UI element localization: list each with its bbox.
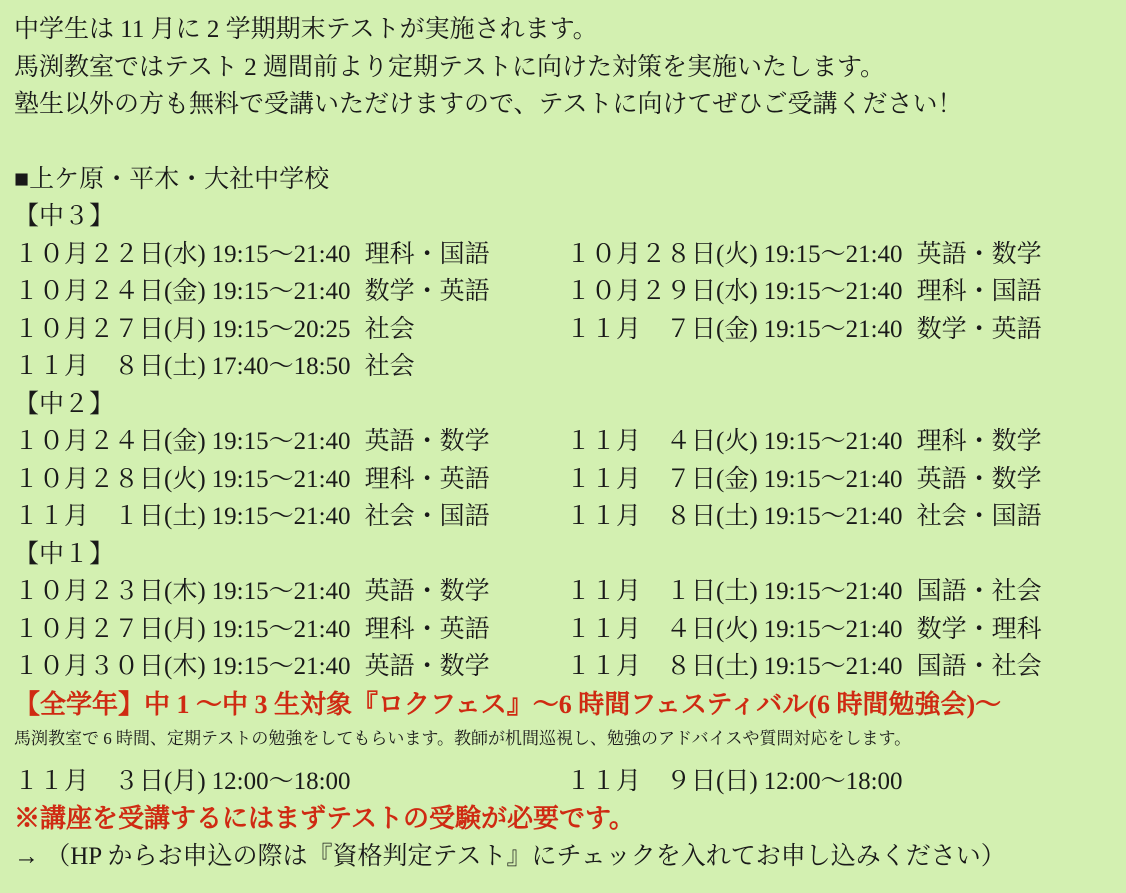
schedule-subjects: 英語・数学 xyxy=(916,465,1042,493)
schedule-time: 19:15～21:40 xyxy=(763,615,903,643)
festival-dates-row xyxy=(14,763,1118,801)
schedule-cell-left xyxy=(14,273,566,311)
schedule-cell-left xyxy=(14,236,566,274)
schedule-row xyxy=(14,423,1118,461)
schedule-cell-right xyxy=(566,236,1118,274)
schedule-time: 19:15～21:40 xyxy=(211,278,351,305)
schedule-date: １０月２３日(木) xyxy=(14,578,206,605)
schedule-date: １０月２７日(月) xyxy=(14,615,206,643)
schedule-time: 19:15～20:25 xyxy=(211,315,351,343)
schedule-cell-left xyxy=(14,461,566,499)
festival-time: 12:00～18:00 xyxy=(763,767,903,795)
schedule-time: 19:15～21:40 xyxy=(211,653,351,680)
festival-date: １１月 ３日(月) xyxy=(14,767,206,795)
schedule-subjects: 数学・英語 xyxy=(916,315,1042,343)
schedule-time: 19:15～21:40 xyxy=(763,465,903,493)
schedule-cell-right xyxy=(566,648,1118,686)
schedule-time: 19:15～21:40 xyxy=(763,315,903,343)
schedule-subjects: 英語・数学 xyxy=(364,578,490,605)
festival-time: 12:00～18:00 xyxy=(211,767,351,795)
schedule-cell-right xyxy=(566,573,1118,611)
application-instruction-note: → （HP からお申込の際は『資格判定テスト』にチェックを入れてお申し込みください） xyxy=(14,843,1006,870)
schedule-subjects: 社会 xyxy=(364,315,415,343)
festival-description: 馬渕教室で 6 時間、定期テストの勉強をしてもらいます。教師が机間巡視し、勉強のアドバイスや質問対応をします。 xyxy=(14,728,912,748)
blank-line xyxy=(14,124,1118,161)
schedule-row xyxy=(14,348,1118,386)
grade-label-chu3: 【中３】 xyxy=(14,203,115,230)
schedule-date: １１月 ８日(土) xyxy=(14,353,206,380)
schedule-subjects: 数学・理科 xyxy=(916,615,1042,643)
schedule-time: 19:15～21:40 xyxy=(211,465,351,493)
intro-line-2: 馬渕教室ではテスト 2 週間前より定期テストに向けた対策を実施いたします。 xyxy=(14,53,886,81)
grade-label-chu1: 【中１】 xyxy=(14,540,115,568)
schedule-date: １０月２４日(金) xyxy=(14,278,206,305)
schedule-cell-left xyxy=(14,423,566,461)
schedule-date: １１月 １日(土) xyxy=(14,503,206,530)
schedule-subjects: 理科・英語 xyxy=(364,465,490,493)
schedule-cell-left xyxy=(14,348,566,386)
schedule-date: １１月 ７日(金) xyxy=(566,315,758,343)
schedule-date: １０月２４日(金) xyxy=(14,428,206,455)
schedule-cell-right xyxy=(566,311,1118,349)
schedule-row xyxy=(14,573,1118,611)
schedule-cell-right-empty xyxy=(566,348,1118,386)
festival-date-cell-left xyxy=(14,763,566,801)
schedule-date: １１月 ７日(金) xyxy=(566,465,758,493)
schedule-subjects: 英語・数学 xyxy=(364,653,490,680)
schedule-time: 19:15～21:40 xyxy=(211,503,351,530)
schedule-subjects: 国語・社会 xyxy=(916,653,1042,680)
schedule-subjects: 理科・国語 xyxy=(916,278,1042,305)
schedule-time: 19:15～21:40 xyxy=(763,278,903,305)
schedule-row xyxy=(14,273,1118,311)
schedule-time: 19:15～21:40 xyxy=(211,428,351,455)
schedule-subjects: 英語・数学 xyxy=(364,428,490,455)
schedule-subjects: 理科・国語 xyxy=(364,240,490,268)
schedule-subjects: 社会・国語 xyxy=(364,503,490,530)
schedule-row xyxy=(14,498,1118,536)
schedule-subjects: 国語・社会 xyxy=(916,578,1042,605)
schedule-row xyxy=(14,611,1118,649)
schedule-subjects: 英語・数学 xyxy=(916,240,1042,268)
schedule-subjects: 理科・数学 xyxy=(916,428,1042,455)
schedule-date: １１月 ４日(火) xyxy=(566,615,758,643)
schedule-date: １１月 ８日(土) xyxy=(566,653,758,680)
schedule-cell-right xyxy=(566,461,1118,499)
schedule-time: 17:40～18:50 xyxy=(211,353,351,380)
schedule-subjects: 社会 xyxy=(364,353,415,380)
schedule-cell-left xyxy=(14,498,566,536)
schedule-time: 19:15～21:40 xyxy=(211,240,351,268)
intro-line-3: 塾生以外の方も無料で受講いただけますので、テストに向けてぜひご受講ください！ xyxy=(14,91,963,118)
schedule-row xyxy=(14,236,1118,274)
schedule-date: １０月３０日(木) xyxy=(14,653,206,680)
intro-line-1: 中学生は 11 月に 2 学期期末テストが実施されます。 xyxy=(14,16,598,43)
schedule-date: １０月２２日(水) xyxy=(14,240,206,268)
schedule-time: 19:15～21:40 xyxy=(763,503,903,530)
schedule-subjects: 数学・英語 xyxy=(364,278,490,305)
school-heading: ■上ケ原・平木・大社中学校 xyxy=(14,165,330,193)
schedule-time: 19:15～21:40 xyxy=(763,428,903,455)
schedule-row xyxy=(14,461,1118,499)
schedule-cell-right xyxy=(566,611,1118,649)
schedule-row xyxy=(14,648,1118,686)
schedule-subjects: 社会・国語 xyxy=(916,503,1042,530)
schedule-subjects: 理科・英語 xyxy=(364,615,490,643)
schedule-cell-left xyxy=(14,573,566,611)
schedule-date: １１月 ８日(土) xyxy=(566,503,758,530)
schedule-cell-right xyxy=(566,273,1118,311)
schedule-date: １０月２８日(火) xyxy=(14,465,206,493)
schedule-date: １０月２７日(月) xyxy=(14,315,206,343)
festival-date-cell-right xyxy=(566,763,1118,801)
schedule-time: 19:15～21:40 xyxy=(763,240,903,268)
schedule-date: １０月２９日(水) xyxy=(566,278,758,305)
schedule-cell-right xyxy=(566,498,1118,536)
schedule-cell-left xyxy=(14,311,566,349)
grade-label-chu2: 【中２】 xyxy=(14,390,115,418)
schedule-date: １１月 ４日(火) xyxy=(566,428,758,455)
festival-date: １１月 ９日(日) xyxy=(566,767,758,795)
schedule-date: １０月２８日(火) xyxy=(566,240,758,268)
schedule-row xyxy=(14,311,1118,349)
schedule-time: 19:15～21:40 xyxy=(763,653,903,680)
schedule-time: 19:15～21:40 xyxy=(211,615,351,643)
schedule-cell-left xyxy=(14,611,566,649)
schedule-time: 19:15～21:40 xyxy=(211,578,351,605)
schedule-cell-left xyxy=(14,648,566,686)
test-requirement-note: ※講座を受講するにはまずテストの受験が必要です。 xyxy=(14,804,635,833)
festival-heading: 【全学年】中 1 ～中 3 生対象『ロクフェス』～6 時間フェスティバル(6 時間勉強会)～ xyxy=(14,689,1002,719)
schedule-cell-right xyxy=(566,423,1118,461)
schedule-time: 19:15～21:40 xyxy=(763,578,903,605)
schedule-date: １１月 １日(土) xyxy=(566,578,758,605)
